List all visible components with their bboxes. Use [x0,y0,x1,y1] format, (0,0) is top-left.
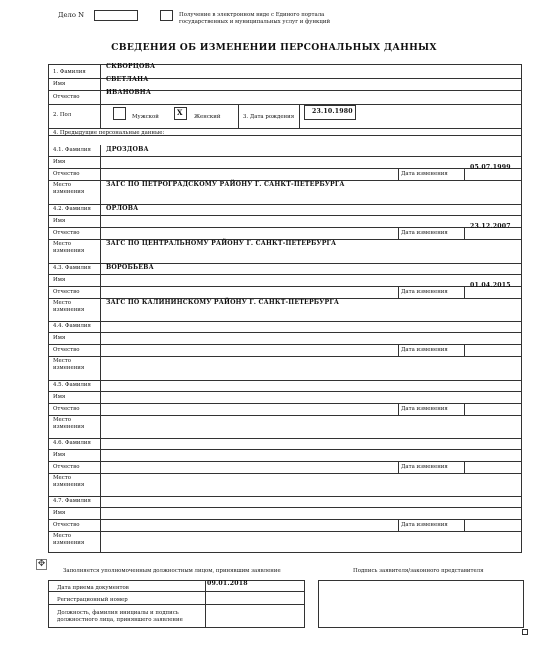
table-rule [100,64,101,104]
table-rule [398,286,399,298]
table-rule [48,332,522,333]
table-rule [48,380,522,381]
table-rule [100,263,101,321]
surname-label: 1. Фамилия [53,69,86,75]
table-rule [48,391,522,392]
accept-date-value: 09.01.2018 [207,580,248,587]
prev-place-label2-5: изменения [53,424,85,430]
table-rule [48,215,522,216]
prev-surname-label-7: 4.7. Фамилия [53,498,91,504]
table-rule [48,461,522,462]
prev-place-label2-6: изменения [53,482,85,488]
table-rule [464,168,465,180]
prev-surname-label-5: 4.5. Фамилия [53,382,91,388]
male-checkbox[interactable] [113,107,126,120]
prev-change-date-label-2: Дата изменения [401,230,448,236]
prev-change-date-value-3: 01.04.2015 [470,282,511,289]
table-rule [100,438,101,496]
table-rule [464,227,465,239]
table-rule [100,145,101,204]
case-number-field[interactable] [94,10,138,21]
prev-place-label2-2: изменения [53,248,85,254]
table-rule [398,519,399,531]
table-rule [299,104,300,128]
prev-change-date-label-4: Дата изменения [401,347,448,353]
table-rule [48,473,522,474]
sex-label: 2. Пол [53,112,72,118]
female-label: Женский [194,114,221,120]
table-rule [48,449,522,450]
table-rule [48,507,522,508]
prev-name-label-6: Имя [53,452,66,458]
table-rule [100,380,101,438]
table-rule [48,128,522,129]
table-rule [48,356,522,357]
birth-date-value: 23.10.1980 [312,108,353,115]
table-rule [464,519,465,531]
table-rule [100,496,101,553]
table-rule [48,286,522,287]
prev-place-label-6: Место [53,475,71,481]
table-rule [48,227,522,228]
table-rule [48,274,522,275]
official-caption: Заполняется уполномоченным должностным лицом, принявшим заявление [63,568,281,574]
prev-surname-value-2: ОРЛОВА [106,205,139,212]
prev-patronymic-label-2: Отчество [53,230,80,236]
table-rule [464,403,465,415]
prev-change-date-label-6: Дата изменения [401,464,448,470]
patronymic-value: ИВАНОВНА [106,89,152,96]
electronic-label-line2: государственных и муниципальных услуг и функций [179,19,331,25]
table-rule [398,344,399,356]
prev-change-date-label-5: Дата изменения [401,406,448,412]
prev-surname-label-2: 4.2. Фамилия [53,206,91,212]
prev-surname-label-1: 4.1. Фамилия [53,147,91,153]
prev-surname-value-1: ДРОЗДОВА [106,146,149,153]
male-label: Мужской [132,114,159,120]
prev-patronymic-label-7: Отчество [53,522,80,528]
prev-place-label-5: Место [53,417,71,423]
name-label: Имя [53,81,66,87]
electronic-checkbox[interactable] [160,10,173,21]
prev-patronymic-label-4: Отчество [53,347,80,353]
table-rule [48,104,522,105]
resize-handle-icon[interactable] [522,629,528,635]
prev-name-label-4: Имя [53,335,66,341]
prev-change-date-label-3: Дата изменения [401,289,448,295]
prev-surname-label-3: 4.3. Фамилия [53,265,91,271]
table-rule [398,403,399,415]
table-rule [48,168,522,169]
table-rule [48,519,522,520]
prev-place-label-7: Место [53,533,71,539]
prev-place-label2-7: изменения [53,540,85,546]
signature-caption: Подпись заявителя/законного представителя [353,568,484,574]
prev-name-label-7: Имя [53,510,66,516]
move-handle-icon[interactable]: ✥ [37,559,46,569]
prev-place-label2-1: изменения [53,189,85,195]
prev-patronymic-label-5: Отчество [53,406,80,412]
prev-place-label-3: Место [53,300,71,306]
prev-place-label-4: Место [53,358,71,364]
prev-name-label-3: Имя [53,277,66,283]
table-rule [100,321,101,380]
table-rule [398,168,399,180]
prev-place-value-2: ЗАГС ПО ЦЕНТРАЛЬНОМУ РАЙОНУ Г. САНКТ-ПЕТЕРБУРГА [106,240,337,247]
prev-change-date-value-2: 23.12.2007 [470,223,511,230]
table-rule [100,104,101,128]
name-value: СВЕТЛАНА [106,76,149,83]
prev-place-value-3: ЗАГС ПО КАЛИНИНСКОМУ РАЙОНУ Г. САНКТ-ПЕТЕРБУРГА [106,299,340,306]
prev-place-label2-3: изменения [53,307,85,313]
table-rule [48,156,522,157]
table-rule [48,321,522,322]
page-title: СВЕДЕНИЯ ОБ ИЗМЕНЕНИИ ПЕРСОНАЛЬНЫХ ДАННЫХ [111,42,437,53]
patronymic-label: Отчество [53,94,80,100]
prev-place-value-1: ЗАГС ПО ПЕТРОГРАДСКОМУ РАЙОНУ Г. САНКТ-ПЕТЕРБУРГА [106,181,345,188]
accept-date-label: Дата приема документов [57,585,129,591]
birth-date-label: 3. Дата рождения [243,114,295,120]
prev-change-date-label-1: Дата изменения [401,171,448,177]
official-label-line2: должностного лица, принявшего заявление [57,617,183,623]
prev-name-label-5: Имя [53,394,66,400]
prev-surname-label-6: 4.6. Фамилия [53,440,91,446]
table-rule [48,415,522,416]
prev-change-date-value-1: 05.07.1999 [470,164,511,171]
prev-surname-value-3: ВОРОБЬЁВА [106,264,154,271]
previous-data-title: 4. Предыдущие персональные данные: [53,130,165,136]
table-rule [464,461,465,473]
prev-patronymic-label-3: Отчество [53,289,80,295]
prev-name-label-2: Имя [53,218,66,224]
signature-field[interactable] [318,580,524,628]
table-rule [464,344,465,356]
form-frame [48,64,522,553]
table-rule [100,204,101,263]
prev-change-date-label-7: Дата изменения [401,522,448,528]
official-label-line1: Должность, фамилия инициалы и подпись [57,610,179,616]
table-rule [464,286,465,298]
table-rule [48,438,522,439]
prev-place-label-2: Место [53,241,71,247]
surname-value: СКВОРЦОВА [106,63,156,70]
prev-place-label2-4: изменения [53,365,85,371]
reg-number-label: Регистрационный номер [57,597,128,603]
table-rule [238,104,239,128]
table-rule [398,461,399,473]
prev-patronymic-label-6: Отчество [53,464,80,470]
female-checkbox-mark: X [177,108,183,117]
electronic-label-line1: Получение в электронном виде с Единого портала [179,12,325,18]
table-rule [398,227,399,239]
prev-place-label-1: Место [53,182,71,188]
prev-patronymic-label-1: Отчество [53,171,80,177]
case-number-label: Дело N [58,11,85,19]
table-rule [48,403,522,404]
prev-name-label-1: Имя [53,159,66,165]
table-rule [48,496,522,497]
table-rule [48,344,522,345]
table-rule [48,531,522,532]
prev-surname-label-4: 4.4. Фамилия [53,323,91,329]
